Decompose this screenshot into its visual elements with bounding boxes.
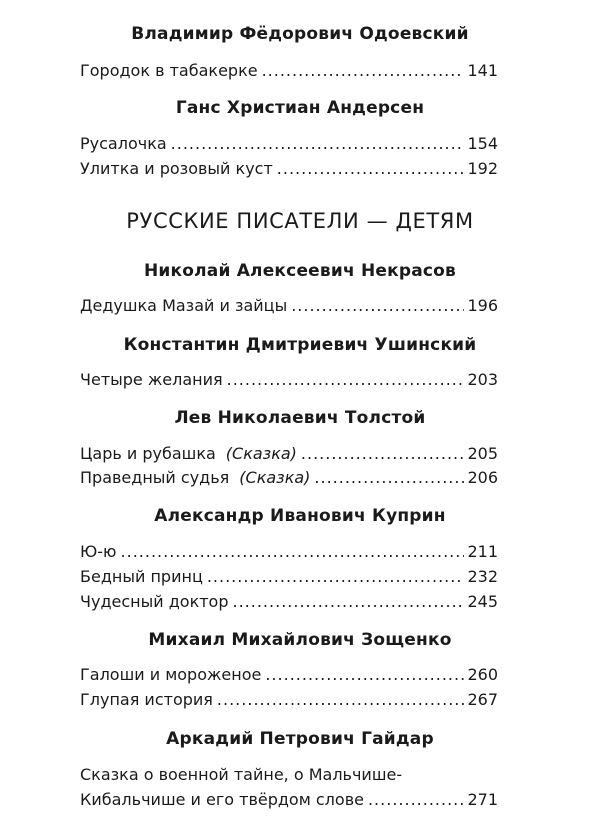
entry-title: Галоши и мороженое bbox=[80, 665, 262, 684]
author-heading: Лев Николаевич Толстой bbox=[174, 408, 426, 428]
dot-leader bbox=[265, 663, 464, 687]
entry-title: Кибальчише и его твёрдом слове bbox=[80, 790, 364, 809]
toc-entry[interactable] bbox=[80, 157, 498, 181]
author-heading: Аркадий Петрович Гайдар bbox=[166, 729, 434, 749]
entry-page: 232 bbox=[467, 567, 498, 586]
toc-entry[interactable] bbox=[80, 590, 498, 614]
entry-page: 206 bbox=[467, 468, 498, 487]
entry-title: Праведный судья bbox=[80, 468, 230, 487]
entry-page: 141 bbox=[467, 61, 498, 80]
dot-leader bbox=[291, 294, 464, 318]
entry-page: 267 bbox=[467, 690, 498, 709]
author-heading: Владимир Фёдорович Одоевский bbox=[131, 24, 469, 44]
toc-entry[interactable] bbox=[80, 442, 498, 466]
entry-page: 260 bbox=[467, 665, 498, 684]
entry-page: 192 bbox=[467, 159, 498, 178]
dot-leader bbox=[227, 368, 465, 392]
entry-title: Городок в табакерке bbox=[80, 61, 258, 80]
dot-leader bbox=[314, 466, 464, 490]
dot-leader bbox=[301, 442, 465, 466]
dot-leader bbox=[233, 590, 465, 614]
entry-title: Бедный принц bbox=[80, 567, 203, 586]
author-heading: Николай Алексеевич Некрасов bbox=[143, 261, 457, 281]
entry-title: Чудесный доктор bbox=[80, 592, 229, 611]
entry-title: Четыре желания bbox=[80, 370, 223, 389]
entry-title: Ю-ю bbox=[80, 542, 117, 561]
section-heading: РУССКИЕ ПИСАТЕЛИ — ДЕТЯМ bbox=[126, 209, 474, 233]
entry-page: 203 bbox=[467, 370, 498, 389]
toc-entry[interactable] bbox=[80, 540, 498, 564]
entry-title: Царь и рубашка bbox=[80, 444, 216, 463]
toc-entry[interactable] bbox=[80, 788, 498, 812]
toc-entry[interactable] bbox=[80, 466, 498, 490]
entry-title: Русалочка bbox=[80, 134, 167, 153]
entry-title: Глупая история bbox=[80, 690, 213, 709]
entry-title: Дедушка Мазай и зайцы bbox=[80, 296, 288, 315]
toc-entry[interactable] bbox=[80, 59, 498, 83]
entry-page: 205 bbox=[467, 444, 498, 463]
author-heading: Александр Иванович Куприн bbox=[154, 506, 446, 526]
toc-entry[interactable] bbox=[80, 294, 498, 318]
author-heading: Константин Дмитриевич Ушинский bbox=[123, 335, 477, 355]
entry-note: (Сказка) bbox=[225, 444, 297, 463]
author-heading: Ганс Христиан Андерсен bbox=[175, 98, 425, 118]
toc-entry[interactable] bbox=[80, 368, 498, 392]
dot-leader bbox=[121, 540, 465, 564]
dot-leader bbox=[207, 565, 465, 589]
entry-page: 154 bbox=[467, 134, 498, 153]
entry-page: 211 bbox=[467, 542, 498, 561]
dot-leader bbox=[368, 788, 464, 812]
toc-entry[interactable] bbox=[80, 663, 498, 687]
dot-leader bbox=[171, 132, 465, 156]
entry-page: 271 bbox=[467, 790, 498, 809]
entry-page: 245 bbox=[467, 592, 498, 611]
entry-title-line1[interactable]: Сказка о военной тайне, о Мальчише- bbox=[80, 765, 403, 784]
author-heading: Михаил Михайлович Зощенко bbox=[148, 630, 452, 650]
toc-entry[interactable] bbox=[80, 688, 498, 712]
toc-entry[interactable] bbox=[80, 565, 498, 589]
dot-leader bbox=[262, 59, 465, 83]
toc-entry[interactable] bbox=[80, 132, 498, 156]
dot-leader bbox=[217, 688, 465, 712]
entry-note: (Сказка) bbox=[239, 468, 311, 487]
entry-page: 196 bbox=[467, 296, 498, 315]
dot-leader bbox=[277, 157, 465, 181]
entry-title: Улитка и розовый куст bbox=[80, 159, 273, 178]
